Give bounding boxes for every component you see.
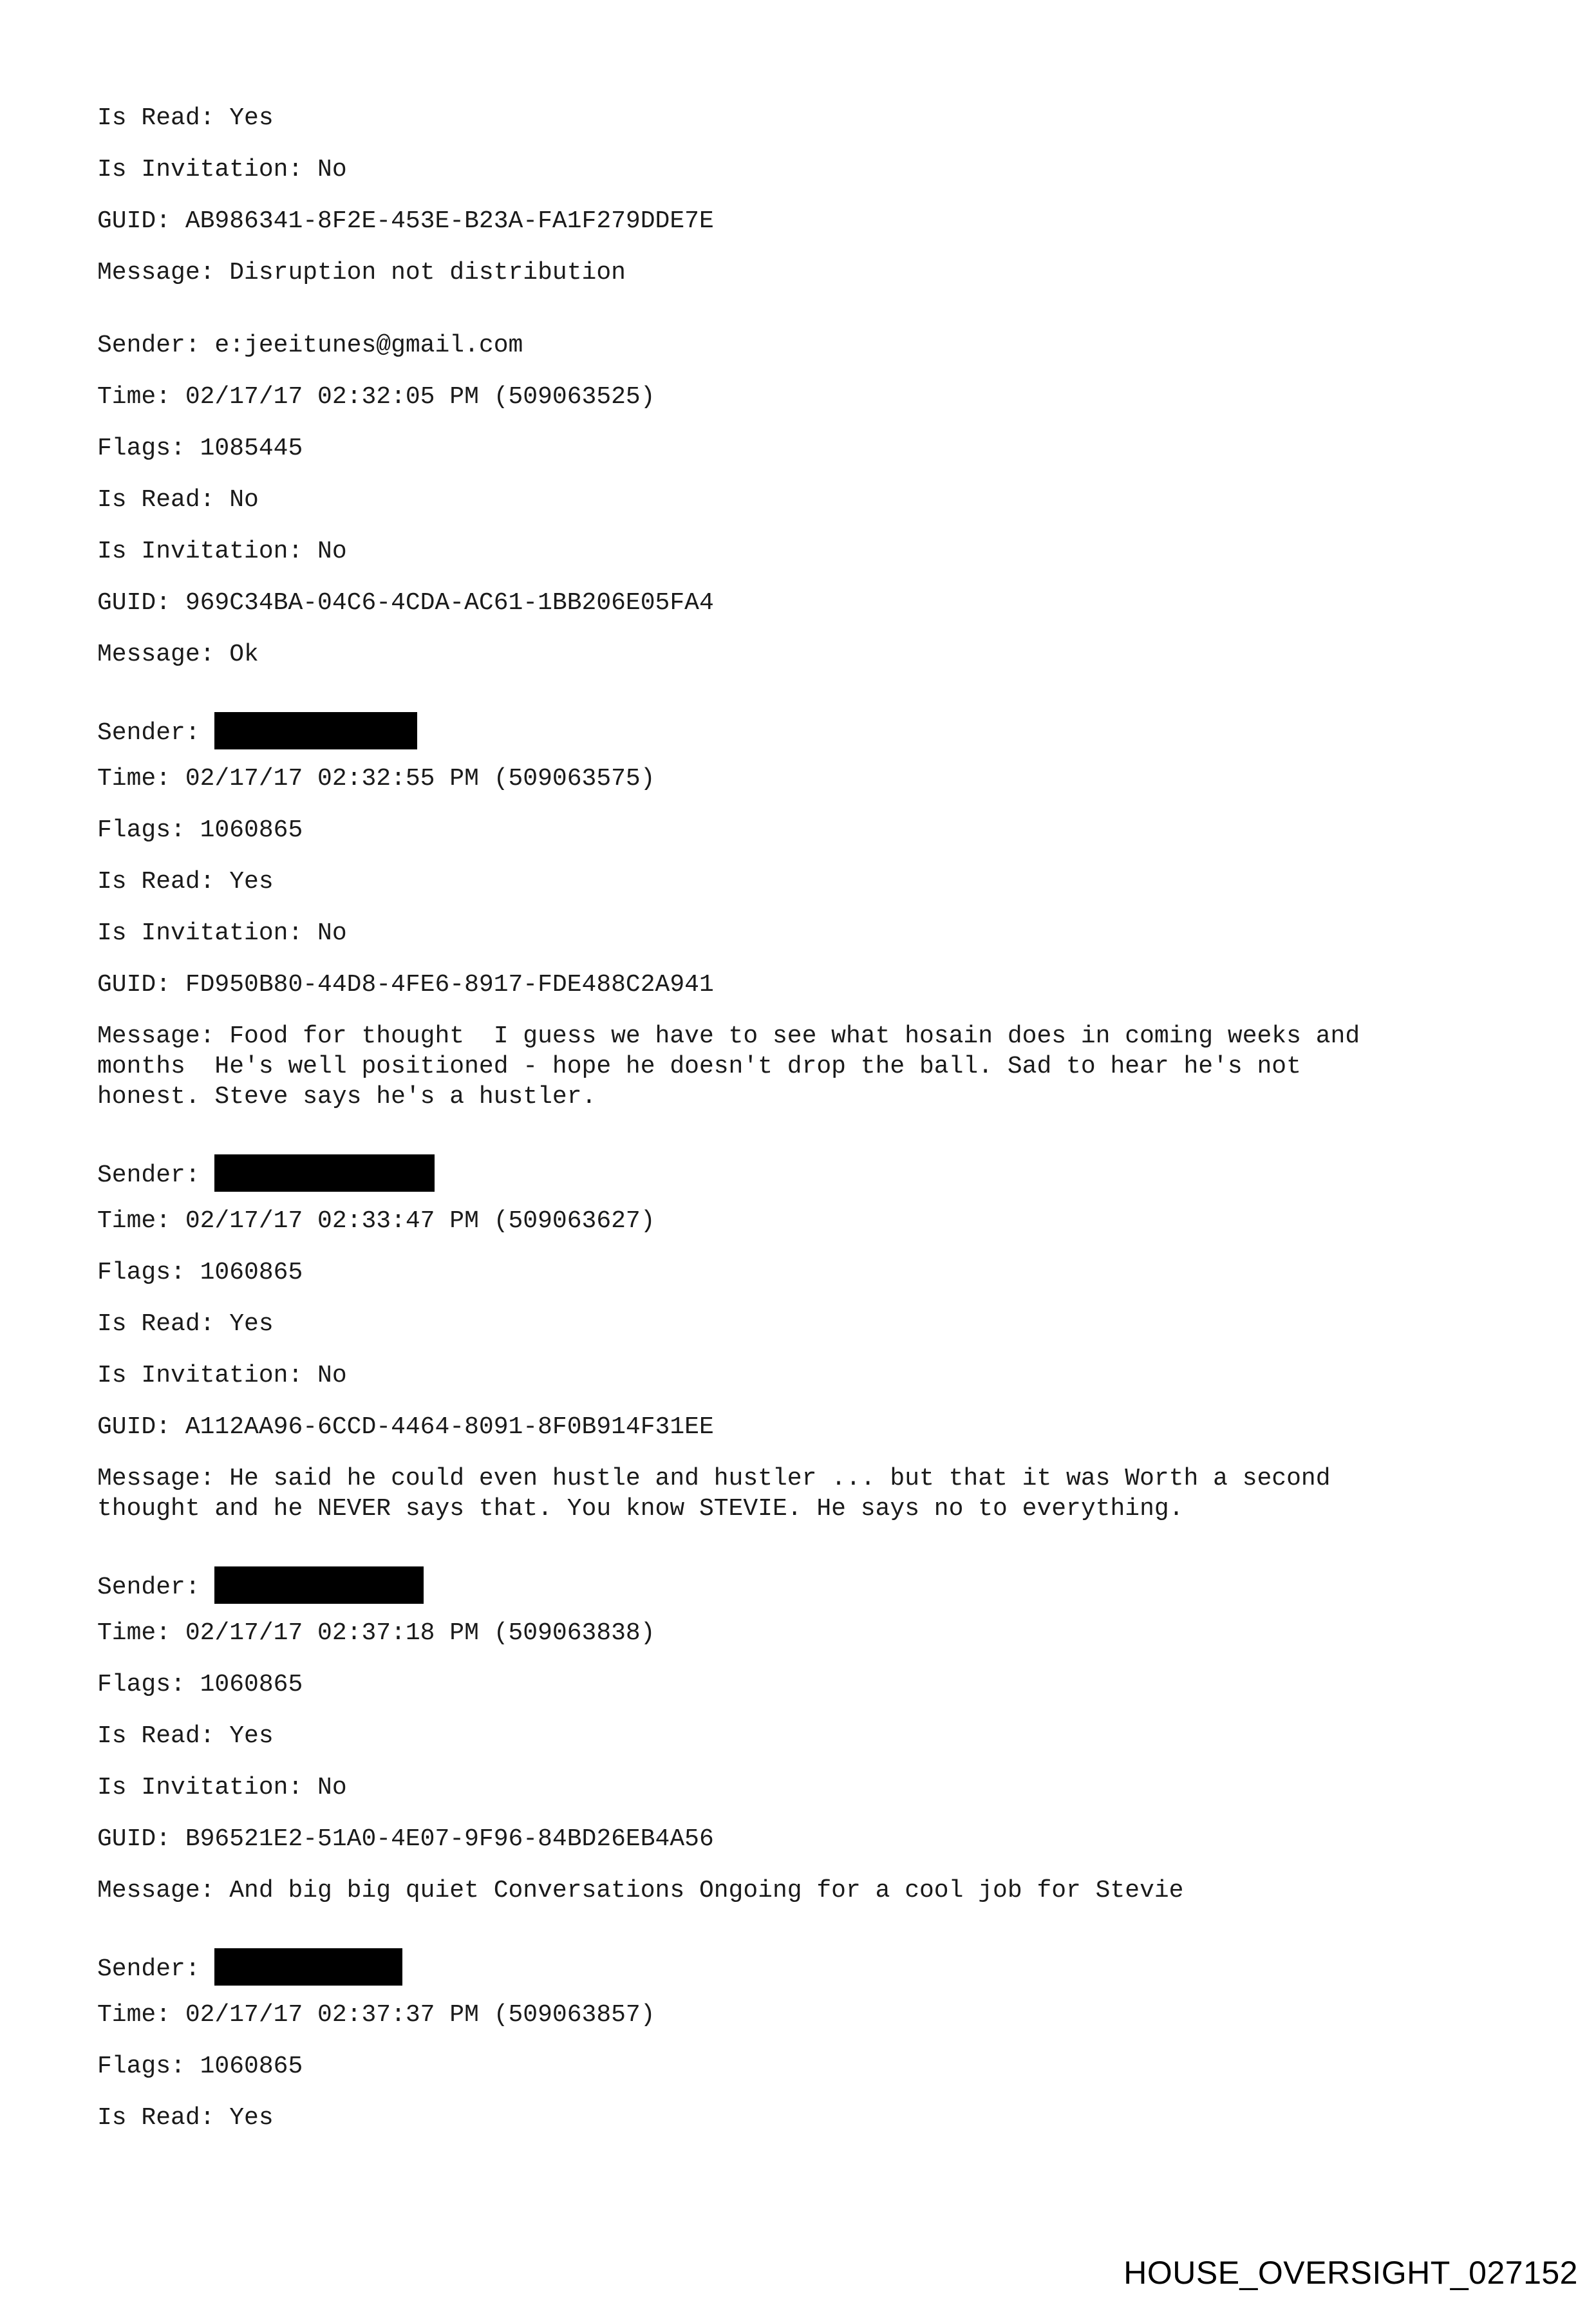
- guid-field: GUID: B96521E2-51A0-4E07-9F96-84BD26EB4A56: [97, 1825, 714, 1853]
- time-field: Time: 02/17/17 02:37:18 PM (509063838): [97, 1619, 655, 1647]
- time-field: Time: 02/17/17 02:32:55 PM (509063575): [97, 765, 655, 793]
- is-invitation-field: Is Invitation: No: [97, 1774, 347, 1801]
- message-field: Message: Ok: [97, 641, 259, 668]
- document-page: [97, 103, 1514, 2134]
- flags-field: Flags: 1060865: [97, 816, 303, 844]
- sender-row: [97, 1566, 1514, 1601]
- message-field: Message: He said he could even hustle and hustler ... but that it was Worth a second thought and he NEVER says that. You know STEVIE. He says no to everything.: [97, 1465, 1331, 1523]
- is-invitation-field: Is Invitation: No: [97, 919, 347, 947]
- flags-field: Flags: 1060865: [97, 1671, 303, 1698]
- time-field: Time: 02/17/17 02:33:47 PM (509063627): [97, 1207, 655, 1235]
- is-invitation-field: Is Invitation: No: [97, 1362, 347, 1389]
- is-invitation-field: Is Invitation: No: [97, 538, 347, 565]
- time-field: Time: 02/17/17 02:37:37 PM (509063857): [97, 2001, 655, 2029]
- is-invitation-field: Is Invitation: No: [97, 156, 347, 183]
- redaction-box: [214, 712, 417, 749]
- sender-label: Sender:: [97, 719, 200, 747]
- sender-label: Sender:: [97, 1161, 200, 1189]
- is-read-field: Is Read: Yes: [97, 1722, 274, 1750]
- message-field: Message: Food for thought I guess we have to see what hosain does in coming weeks and months He's well positioned - hope he doesn't drop the ball. Sad to hear he's not honest. Steve says he's a hustler.: [97, 1022, 1360, 1111]
- message-field: Message: And big big quiet Conversations Ongoing for a cool job for Stevie: [97, 1877, 1184, 1904]
- guid-field: GUID: FD950B80-44D8-4FE6-8917-FDE488C2A941: [97, 971, 714, 999]
- sender-label: Sender:: [97, 1574, 200, 1601]
- sender-label: Sender:: [97, 1955, 200, 1983]
- guid-field: GUID: A112AA96-6CCD-4464-8091-8F0B914F31EE: [97, 1413, 714, 1441]
- bates-number: HOUSE_OVERSIGHT_027152: [1123, 2255, 1578, 2291]
- is-read-field: Is Read: Yes: [97, 1310, 274, 1338]
- is-read-field: Is Read: Yes: [97, 868, 274, 896]
- sender-row: [97, 1154, 1514, 1189]
- time-field: Time: 02/17/17 02:32:05 PM (509063525): [97, 383, 655, 411]
- redaction-box: [214, 1566, 424, 1604]
- sender-field: Sender: e:jeeitunes@gmail.com: [97, 332, 523, 359]
- guid-field: GUID: 969C34BA-04C6-4CDA-AC61-1BB206E05FA4: [97, 589, 714, 617]
- redaction-box: [214, 1154, 435, 1192]
- sender-row: [97, 1948, 1514, 1983]
- flags-field: Flags: 1085445: [97, 435, 303, 462]
- guid-field: GUID: AB986341-8F2E-453E-B23A-FA1F279DDE7E: [97, 207, 714, 235]
- sender-row: [97, 712, 1514, 747]
- redaction-box: [214, 1948, 402, 1986]
- is-read-field: Is Read: No: [97, 486, 259, 514]
- flags-field: Flags: 1060865: [97, 1259, 303, 1286]
- flags-field: Flags: 1060865: [97, 2053, 303, 2080]
- message-field: Message: Disruption not distribution: [97, 259, 626, 287]
- is-read-field: Is Read: Yes: [97, 2104, 274, 2132]
- is-read-field: Is Read: Yes: [97, 104, 274, 132]
